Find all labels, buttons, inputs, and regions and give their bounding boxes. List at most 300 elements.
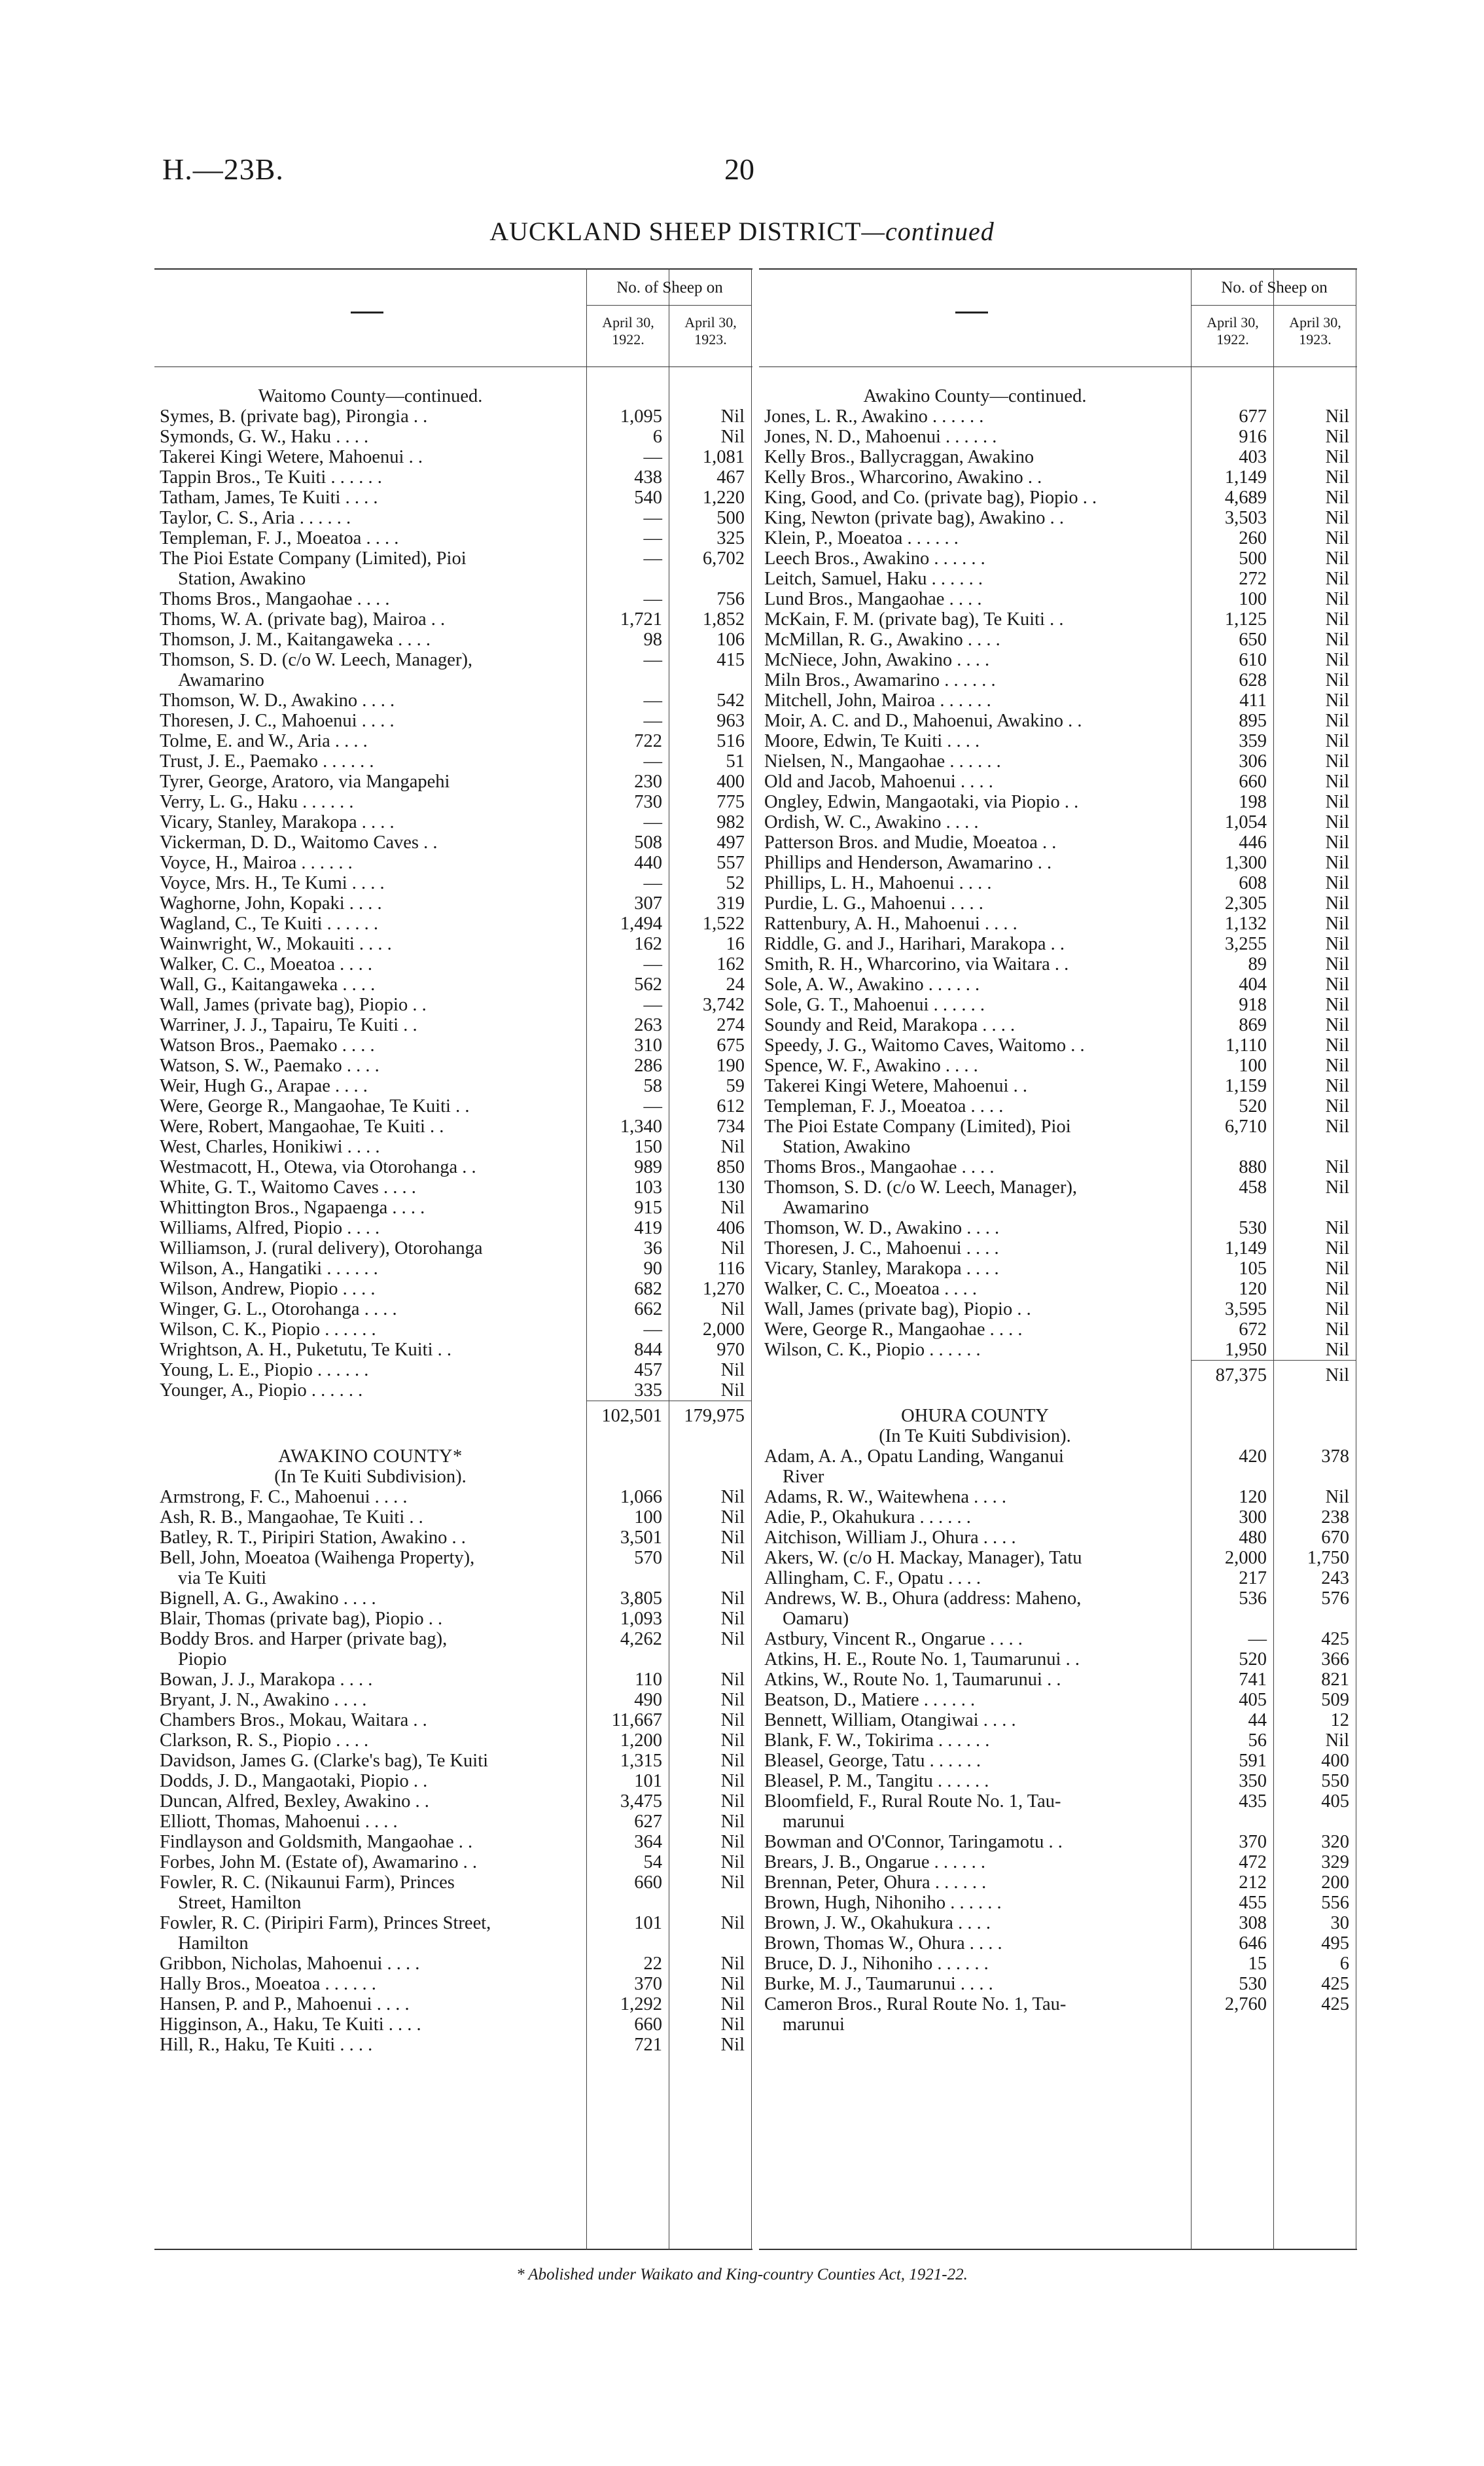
table-row — [759, 1056, 1357, 1076]
table-row — [154, 995, 752, 1015]
owner-name: Phillips, L. H., Mahoenui . . . . — [764, 873, 992, 893]
sheep-1923: 274 — [716, 1015, 745, 1035]
sheep-1922: 310 — [634, 1035, 662, 1056]
table-row — [154, 1872, 752, 1893]
owner-name: Walker, C. C., Moeatoa . . . . — [160, 954, 373, 974]
sheep-1923: 52 — [726, 873, 745, 893]
sheep-1922: 3,503 — [1224, 508, 1267, 528]
table-row — [154, 1299, 752, 1319]
sheep-1923: 821 — [1321, 1670, 1349, 1690]
sheep-1923: 319 — [716, 893, 745, 914]
sheep-1923: 1,852 — [702, 609, 745, 630]
table-row — [154, 569, 752, 589]
owner-name: Armstrong, F. C., Mahoenui . . . . — [160, 1487, 408, 1507]
sheep-1922: 307 — [634, 893, 662, 914]
table-row — [154, 1588, 752, 1609]
owner-name: Bryant, J. N., Awakino . . . . — [160, 1690, 367, 1710]
right-column-table — [759, 268, 1357, 2250]
owner-name: Warriner, J. J., Tapairu, Te Kuiti . . — [160, 1015, 417, 1035]
sheep-1922: 458 — [1239, 1177, 1267, 1198]
table-row — [759, 792, 1357, 812]
owner-name: Street, Hamilton — [178, 1893, 302, 1913]
owner-name: Soundy and Reid, Marakopa . . . . — [764, 1015, 1016, 1035]
owner-name: Hansen, P. and P., Mahoenui . . . . — [160, 1994, 410, 2014]
table-row — [759, 1319, 1357, 1340]
sheep-1922: — — [643, 711, 662, 731]
table-row — [154, 1954, 752, 1974]
sheep-1923: 162 — [716, 954, 745, 974]
sheep-1922: 530 — [1239, 1218, 1267, 1238]
sheep-1922: 628 — [1239, 670, 1267, 690]
table-row — [759, 751, 1357, 772]
table-row — [759, 1218, 1357, 1238]
sheep-1923: Nil — [1325, 528, 1349, 548]
owner-name: Aitchison, William J., Ohura . . . . — [764, 1528, 1016, 1548]
header-dash — [351, 312, 383, 313]
sheep-1922: 3,595 — [1224, 1299, 1267, 1319]
table-row — [759, 1507, 1357, 1528]
table-row — [759, 1340, 1357, 1360]
sheep-1923: 775 — [716, 792, 745, 812]
sheep-1923: Nil — [1325, 792, 1349, 812]
sheep-1922: 844 — [634, 1340, 662, 1360]
sheep-1922: 3,501 — [620, 1528, 662, 1548]
section-heading-text: Waitomo County—continued. — [258, 386, 483, 406]
sheep-1923: 1,750 — [1307, 1548, 1349, 1568]
sheep-1922: 1,095 — [620, 406, 662, 427]
sheep-1922: 162 — [634, 934, 662, 954]
sheep-1923: Nil — [720, 1690, 745, 1710]
sheep-1923: Nil — [1325, 1279, 1349, 1299]
sheep-1923: Nil — [1325, 893, 1349, 914]
sheep-1922: 741 — [1239, 1670, 1267, 1690]
sheep-1922: 54 — [643, 1852, 662, 1872]
sheep-1923: Nil — [1325, 1117, 1349, 1137]
sheep-1922: 120 — [1239, 1279, 1267, 1299]
sheep-1923: 30 — [1330, 1913, 1349, 1933]
sheep-1922: 2,000 — [1224, 1548, 1267, 1568]
owner-name: Moore, Edwin, Te Kuiti . . . . — [764, 731, 980, 751]
owner-name: Jones, L. R., Awakino . . . . . . — [764, 406, 984, 427]
owner-name: Gribbon, Nicholas, Mahoenui . . . . — [160, 1954, 420, 1974]
owner-name: Symes, B. (private bag), Pirongia . . — [160, 406, 428, 427]
sheep-1923: Nil — [1325, 1056, 1349, 1076]
sheep-1923: Nil — [720, 1629, 745, 1649]
owner-name: Winger, G. L., Otorohanga . . . . — [160, 1299, 397, 1319]
sheep-1923: Nil — [720, 1913, 745, 1933]
sheep-1922: 6 — [652, 427, 662, 447]
owner-name: Watson Bros., Paemako . . . . — [160, 1035, 375, 1056]
sheep-1922: 1,494 — [620, 914, 662, 934]
sheep-1923: 756 — [716, 589, 745, 609]
sheep-1923: Nil — [720, 1137, 745, 1157]
table-row — [759, 914, 1357, 934]
sheep-1922: 1,950 — [1224, 1340, 1267, 1360]
section-heading — [154, 386, 752, 406]
sheep-1922: 230 — [634, 772, 662, 792]
table-row — [154, 1933, 752, 1954]
owner-name: Mitchell, John, Mairoa . . . . . . — [764, 690, 991, 711]
sheep-1922: 677 — [1239, 406, 1267, 427]
sheep-1923: Nil — [720, 1299, 745, 1319]
owner-name: Findlayson and Goldsmith, Mangaohae . . — [160, 1832, 473, 1852]
table-row — [759, 1791, 1357, 1812]
sheep-1923: Nil — [720, 2014, 745, 2035]
sheep-1923: 963 — [716, 711, 745, 731]
table-row — [759, 1487, 1357, 1507]
sheep-1923: 238 — [1321, 1507, 1349, 1528]
sheep-1923: 16 — [726, 934, 745, 954]
sheep-1923: Nil — [720, 1974, 745, 1994]
table-row — [759, 569, 1357, 589]
owner-name: West, Charles, Honikiwi . . . . — [160, 1137, 380, 1157]
table-row — [154, 650, 752, 670]
owner-name: Adie, P., Okahukura . . . . . . — [764, 1507, 971, 1528]
sheep-1923: Nil — [720, 1609, 745, 1629]
sheep-1923: Nil — [1325, 467, 1349, 488]
sheep-1922: — — [643, 528, 662, 548]
sheep-1922: 1,149 — [1224, 467, 1267, 488]
sheep-1923: 850 — [716, 1157, 745, 1177]
table-row — [759, 934, 1357, 954]
table-row — [154, 508, 752, 528]
owner-name: Were, George R., Mangaohae . . . . — [764, 1319, 1023, 1340]
owner-name: Ongley, Edwin, Mangaotaki, via Piopio . . — [764, 792, 1079, 812]
sheep-1922: 1,110 — [1225, 1035, 1267, 1056]
sheep-1922: 1,292 — [620, 1994, 662, 2014]
table-row — [154, 528, 752, 548]
section-heading — [154, 1467, 752, 1487]
table-row — [759, 1832, 1357, 1852]
table-row — [154, 670, 752, 690]
table-row — [759, 731, 1357, 751]
sheep-1922: 350 — [1239, 1771, 1267, 1791]
owner-name: Fowler, R. C. (Nikaunui Farm), Princes — [160, 1872, 455, 1893]
sheep-1923: 576 — [1321, 1588, 1349, 1609]
owner-name: Wrightson, A. H., Puketutu, Te Kuiti . . — [160, 1340, 451, 1360]
sheep-1923: Nil — [720, 1588, 745, 1609]
owner-name: Miln Bros., Awamarino . . . . . . — [764, 670, 996, 690]
sheep-1923: 325 — [716, 528, 745, 548]
owner-name: Speedy, J. G., Waitomo Caves, Waitomo . . — [764, 1035, 1085, 1056]
sheep-1922: 562 — [634, 974, 662, 995]
header-no-of-sheep: No. of Sheep on — [1221, 279, 1328, 296]
table-row — [759, 873, 1357, 893]
sheep-1923: 320 — [1321, 1832, 1349, 1852]
sheep-1922: 3,805 — [620, 1588, 662, 1609]
owner-name: Bell, John, Moeatoa (Waihenga Property), — [160, 1548, 475, 1568]
sheep-1923: 378 — [1321, 1446, 1349, 1467]
sheep-1923: 516 — [716, 731, 745, 751]
sheep-1923: Nil — [1325, 1340, 1349, 1360]
owner-name: McKain, F. M. (private bag), Te Kuiti . . — [764, 609, 1064, 630]
sheep-1922: 880 — [1239, 1157, 1267, 1177]
owner-name: via Te Kuiti — [178, 1568, 267, 1588]
table-row — [759, 1259, 1357, 1279]
owner-name: Duncan, Alfred, Bexley, Awakino . . — [160, 1791, 429, 1812]
header-dash — [955, 312, 988, 313]
sheep-1922: 660 — [634, 2014, 662, 2035]
table-row — [759, 650, 1357, 670]
table-row — [759, 467, 1357, 488]
owner-name: Bennett, William, Otangiwai . . . . — [764, 1710, 1016, 1730]
sheep-1922: 98 — [643, 630, 662, 650]
title-main: AUCKLAND SHEEP DISTRICT — [489, 217, 862, 246]
owner-name: Takerei Kingi Wetere, Mahoenui . . — [764, 1076, 1027, 1096]
owner-name: Dodds, J. D., Mangaotaki, Piopio . . — [160, 1771, 428, 1791]
owner-name: Rattenbury, A. H., Mahoenui . . . . — [764, 914, 1017, 934]
sheep-1922: — — [643, 548, 662, 569]
table-row — [154, 974, 752, 995]
footnote: * Abolished under Waikato and King-country Counties Act, 1921-22. — [516, 2266, 968, 2283]
table-row — [759, 630, 1357, 650]
owner-name: Wagland, C., Te Kuiti . . . . . . — [160, 914, 378, 934]
sheep-1922: 100 — [634, 1507, 662, 1528]
sheep-1922: 455 — [1239, 1893, 1267, 1913]
sheep-1922: 420 — [1239, 1446, 1267, 1467]
sheep-1922: — — [643, 589, 662, 609]
owner-name: Brennan, Peter, Ohura . . . . . . — [764, 1872, 987, 1893]
owner-name: Verry, L. G., Haku . . . . . . — [160, 792, 354, 812]
sheep-1923: Nil — [1325, 1096, 1349, 1117]
table-row — [759, 447, 1357, 467]
sheep-1922: 721 — [634, 2035, 662, 2055]
table-row — [759, 1117, 1357, 1137]
table-row — [154, 1340, 752, 1360]
sheep-1923: 116 — [717, 1259, 745, 1279]
sheep-1922: 263 — [634, 1015, 662, 1035]
sheep-1922: 1,340 — [620, 1117, 662, 1137]
table-row — [154, 832, 752, 853]
owner-name: Hally Bros., Moeatoa . . . . . . — [160, 1974, 376, 1994]
owner-name: Brown, J. W., Okahukura . . . . — [764, 1913, 991, 1933]
sheep-1923: Nil — [720, 1238, 745, 1259]
owner-name: Walker, C. C., Moeatoa . . . . — [764, 1279, 978, 1299]
owner-name: Atkins, W., Route No. 1, Taumarunui . . — [764, 1670, 1061, 1690]
table-row — [759, 1096, 1357, 1117]
table-row — [154, 1730, 752, 1751]
owner-name: Leech Bros., Awakino . . . . . . — [764, 548, 985, 569]
owner-name: Fowler, R. C. (Piripiri Farm), Princes Street, — [160, 1913, 491, 1933]
sheep-1922: 272 — [1239, 569, 1267, 589]
sheep-1923: Nil — [1325, 873, 1349, 893]
sheep-1922: 490 — [634, 1690, 662, 1710]
table-row — [154, 893, 752, 914]
owner-name: King, Newton (private bag), Awakino . . — [764, 508, 1065, 528]
sheep-1923: Nil — [1325, 1487, 1349, 1507]
table-row — [759, 1279, 1357, 1299]
table-row — [759, 1198, 1357, 1218]
sheep-1923: 1,270 — [702, 1279, 745, 1299]
sheep-1922: 662 — [634, 1299, 662, 1319]
table-row — [759, 1994, 1357, 2014]
owner-name: Sole, A. W., Awakino . . . . . . — [764, 974, 980, 995]
sheep-1922: 2,305 — [1224, 893, 1267, 914]
sheep-1923: Nil — [720, 1380, 745, 1401]
sheep-1923: Nil — [1325, 1299, 1349, 1319]
sheep-1923: Nil — [1325, 1177, 1349, 1198]
table-row — [154, 1852, 752, 1872]
table-row — [759, 1913, 1357, 1933]
owner-name: Weir, Hugh G., Arapae . . . . — [160, 1076, 368, 1096]
sheep-1923: 400 — [716, 772, 745, 792]
sheep-1922: 480 — [1239, 1528, 1267, 1548]
section-heading-text: OHURA COUNTY — [901, 1406, 1049, 1426]
sheep-1922: 1,054 — [1224, 812, 1267, 832]
sheep-1922: 120 — [1239, 1487, 1267, 1507]
table-row — [759, 1690, 1357, 1710]
owner-name: Thoms, W. A. (private bag), Mairoa . . — [160, 609, 446, 630]
table-row — [759, 1893, 1357, 1913]
sheep-1922: 100 — [1239, 1056, 1267, 1076]
sheep-1923: 500 — [716, 508, 745, 528]
table-row — [759, 1467, 1357, 1487]
sheep-1923: Nil — [720, 1507, 745, 1528]
table-row — [759, 974, 1357, 995]
sheep-1923: 509 — [1321, 1690, 1349, 1710]
table-row — [154, 1751, 752, 1771]
sheep-1922: — — [643, 812, 662, 832]
sheep-1922: 660 — [634, 1872, 662, 1893]
sheep-1923: Nil — [720, 1791, 745, 1812]
table-row — [759, 1568, 1357, 1588]
sheep-1922: 540 — [634, 488, 662, 508]
table-row — [154, 1832, 752, 1852]
table-row — [154, 609, 752, 630]
table-row — [154, 1629, 752, 1649]
owner-name: marunui — [783, 1812, 845, 1832]
sheep-1922: — — [643, 447, 662, 467]
sheep-1923: 1,081 — [702, 447, 745, 467]
sheep-1923: Nil — [1325, 650, 1349, 670]
owner-name: Purdie, L. G., Mahoenui . . . . — [764, 893, 983, 914]
owner-name: Forbes, John M. (Estate of), Awamarino . . — [160, 1852, 477, 1872]
sheep-1923: Nil — [1325, 589, 1349, 609]
owner-name: Station, Awakino — [783, 1137, 911, 1157]
sheep-1922: 370 — [1239, 1832, 1267, 1852]
sheep-1923: Nil — [720, 1487, 745, 1507]
table-row — [759, 832, 1357, 853]
table-row — [154, 1690, 752, 1710]
table-row — [154, 2035, 752, 2055]
section-heading-text: (In Te Kuiti Subdivision). — [879, 1426, 1071, 1446]
sheep-1922: 915 — [634, 1198, 662, 1218]
table-row — [154, 812, 752, 832]
sheep-1923: Nil — [720, 1771, 745, 1791]
sheep-1922: 446 — [1239, 832, 1267, 853]
sheep-1923: Nil — [720, 1994, 745, 2014]
sheep-1923: Nil — [1325, 406, 1349, 427]
sheep-1922: 89 — [1248, 954, 1267, 974]
sheep-1923: 400 — [1321, 1751, 1349, 1771]
table-row — [154, 954, 752, 974]
sheep-1922: 1,125 — [1224, 609, 1267, 630]
owner-name: Wilson, A., Hangatiki . . . . . . — [160, 1259, 378, 1279]
sheep-1922: 520 — [1239, 1096, 1267, 1117]
table-row — [154, 711, 752, 731]
owner-name: Wilson, C. K., Piopio . . . . . . — [764, 1340, 981, 1360]
table-row — [154, 1710, 752, 1730]
table-row — [759, 1812, 1357, 1832]
table-row — [154, 467, 752, 488]
sheep-1923: 243 — [1321, 1568, 1349, 1588]
owner-name: Wilson, Andrew, Piopio . . . . — [160, 1279, 376, 1299]
table-row — [759, 1629, 1357, 1649]
sheep-1923: 1,522 — [702, 914, 745, 934]
sheep-1922: — — [643, 1319, 662, 1340]
sheep-1923: 425 — [1321, 1974, 1349, 1994]
sheep-1922: 56 — [1248, 1730, 1267, 1751]
sheep-1922: — — [643, 650, 662, 670]
sheep-1922: — — [643, 873, 662, 893]
table-row — [154, 1487, 752, 1507]
sheep-1923: 982 — [716, 812, 745, 832]
owner-name: Kelly Bros., Wharcorino, Awakino . . — [764, 467, 1042, 488]
sheep-1922: 364 — [634, 1832, 662, 1852]
owner-name: Whittington Bros., Ngapaenga . . . . — [160, 1198, 425, 1218]
sheep-1923: Nil — [720, 1751, 745, 1771]
owner-name: Vicary, Stanley, Marakopa . . . . — [160, 812, 395, 832]
owner-name: Awamarino — [178, 670, 264, 690]
sheep-1923: 2,000 — [702, 1319, 745, 1340]
sheep-1922: 650 — [1239, 630, 1267, 650]
owner-name: Moir, A. C. and D., Mahoenui, Awakino . . — [764, 711, 1082, 731]
table-row — [154, 1117, 752, 1137]
owner-name: Klein, P., Moeatoa . . . . . . — [764, 528, 959, 548]
sheep-1922: 308 — [1239, 1913, 1267, 1933]
sheep-1923: Nil — [720, 2035, 745, 2055]
sheep-1922: 110 — [635, 1670, 662, 1690]
table-row — [759, 1528, 1357, 1548]
table-row — [759, 2014, 1357, 2035]
owner-name: Thoms Bros., Mangaohae . . . . — [764, 1157, 995, 1177]
owner-name: Wall, James (private bag), Piopio . . — [160, 995, 427, 1015]
sheep-1923: Nil — [1325, 1365, 1349, 1385]
sheep-1922: 4,262 — [620, 1629, 662, 1649]
sheep-1922: 212 — [1239, 1872, 1267, 1893]
owner-name: Allingham, C. F., Opatu . . . . — [764, 1568, 981, 1588]
owner-name: Cameron Bros., Rural Route No. 1, Tau- — [764, 1994, 1067, 2014]
sheep-1923: Nil — [1325, 1076, 1349, 1096]
owner-name: Westmacott, H., Otewa, via Otorohanga . . — [160, 1157, 476, 1177]
table-row — [759, 711, 1357, 731]
owner-name: Tatham, James, Te Kuiti . . . . — [160, 488, 378, 508]
table-row — [154, 1609, 752, 1629]
sheep-1923: Nil — [1325, 812, 1349, 832]
sheep-1923: Nil — [720, 1548, 745, 1568]
table-row — [759, 995, 1357, 1015]
owner-name: Batley, R. T., Piripiri Station, Awakino . . — [160, 1528, 466, 1548]
sheep-1922: 411 — [1239, 690, 1267, 711]
total-rule — [1191, 1360, 1356, 1361]
sheep-1923: 190 — [716, 1056, 745, 1076]
table-row — [154, 1994, 752, 2014]
table-row — [759, 1157, 1357, 1177]
sheep-1922: 22 — [643, 1954, 662, 1974]
owner-name: Sole, G. T., Mahoenui . . . . . . — [764, 995, 985, 1015]
table-row — [154, 1913, 752, 1933]
owner-name: Burke, M. J., Taumarunui . . . . — [764, 1974, 993, 1994]
table-row — [154, 1380, 752, 1401]
sheep-1922: 87,375 — [1215, 1365, 1267, 1385]
table-row — [759, 1730, 1357, 1751]
owner-name: Phillips and Henderson, Awamarino . . — [764, 853, 1052, 873]
sheep-1922: 15 — [1248, 1954, 1267, 1974]
owner-name: Wall, G., Kaitangaweka . . . . — [160, 974, 376, 995]
owner-name: Jones, N. D., Mahoenui . . . . . . — [764, 427, 997, 447]
table-row — [759, 1933, 1357, 1954]
sheep-1923: Nil — [720, 406, 745, 427]
